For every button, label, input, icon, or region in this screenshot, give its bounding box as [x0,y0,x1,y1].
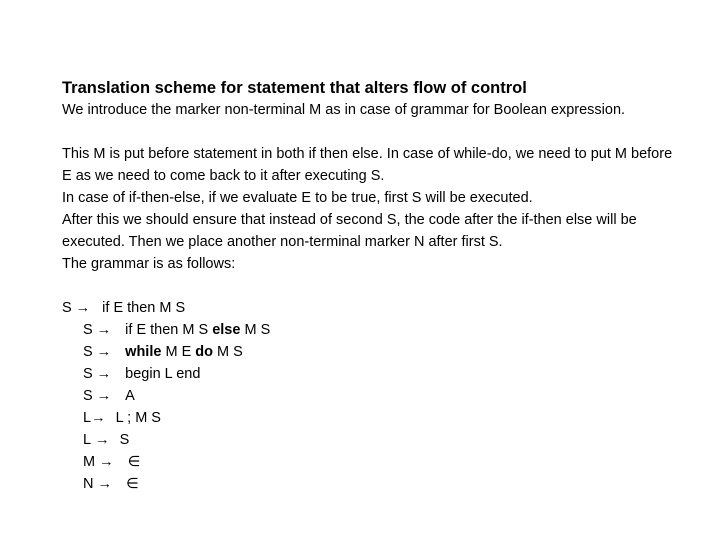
grammar-rule [62,385,682,407]
rule-rhs [125,319,270,341]
slide-content [62,77,682,495]
arrow-icon: → [75,300,91,316]
rule-rhs: if E then M S [102,300,186,316]
rule-lhs: L [83,410,92,426]
rule-rhs: begin L end [125,366,201,382]
intro-paragraph: We introduce the marker non-terminal M as in case of grammar for Boolean expression. [62,102,626,118]
keyword-else: else [212,322,241,338]
grammar-rule [62,451,682,473]
grammar-rule [62,473,682,495]
slide-title: Translation scheme for statement that alters flow of control [62,79,527,97]
epsilon-symbol: ∈ [127,454,141,470]
explanation-line: The grammar is as follows: [62,256,236,272]
arrow-icon: → [96,322,112,338]
rule-rhs: A [125,388,135,404]
rule-lhs: N [83,476,94,492]
grammar-rule [62,407,682,429]
arrow-icon: → [96,344,112,360]
rule-rhs-text: M E [161,344,196,360]
rule-lhs: M [83,454,96,470]
explanation-line: After this we should ensure that instead of second S, the code after the if-then else will be executed. Then we place another non-terminal marker N after first S. [62,212,637,250]
keyword-do: do [195,344,213,360]
grammar-rules [62,297,682,495]
arrow-icon: → [99,454,114,470]
arrow-icon: → [91,410,106,426]
arrow-icon: → [96,388,112,404]
grammar-rule [62,429,682,451]
grammar-rule [62,341,682,363]
explanation-line: This M is put before statement in both if then else. In case of while-do, we need to put M before E as we need to come back to it after executing S. [62,146,673,184]
epsilon-symbol: ∈ [125,476,139,492]
rule-lhs: S [83,322,93,338]
grammar-rule [62,319,682,341]
grammar-rule [62,297,682,319]
rule-rhs: L ; M S [115,410,161,426]
explanation-paragraph [62,143,682,275]
rule-lhs: S [83,388,93,404]
rule-lhs: S [83,366,93,382]
rule-rhs: S [119,432,130,448]
rule-rhs [125,341,243,363]
rule-lhs: L [83,432,92,448]
grammar-rule [62,363,682,385]
rule-rhs-text: M S [240,322,271,338]
explanation-line: In case of if-then-else, if we evaluate E to be true, first S will be executed. [62,190,533,206]
rule-lhs: S [83,344,93,360]
arrow-icon: → [96,366,112,382]
keyword-while: while [125,344,162,360]
rule-lhs: S [62,300,72,316]
rule-rhs-text: M S [213,344,243,360]
rule-rhs-text: if E then M S [125,322,213,338]
arrow-icon: → [95,432,110,448]
arrow-icon: → [97,476,112,492]
